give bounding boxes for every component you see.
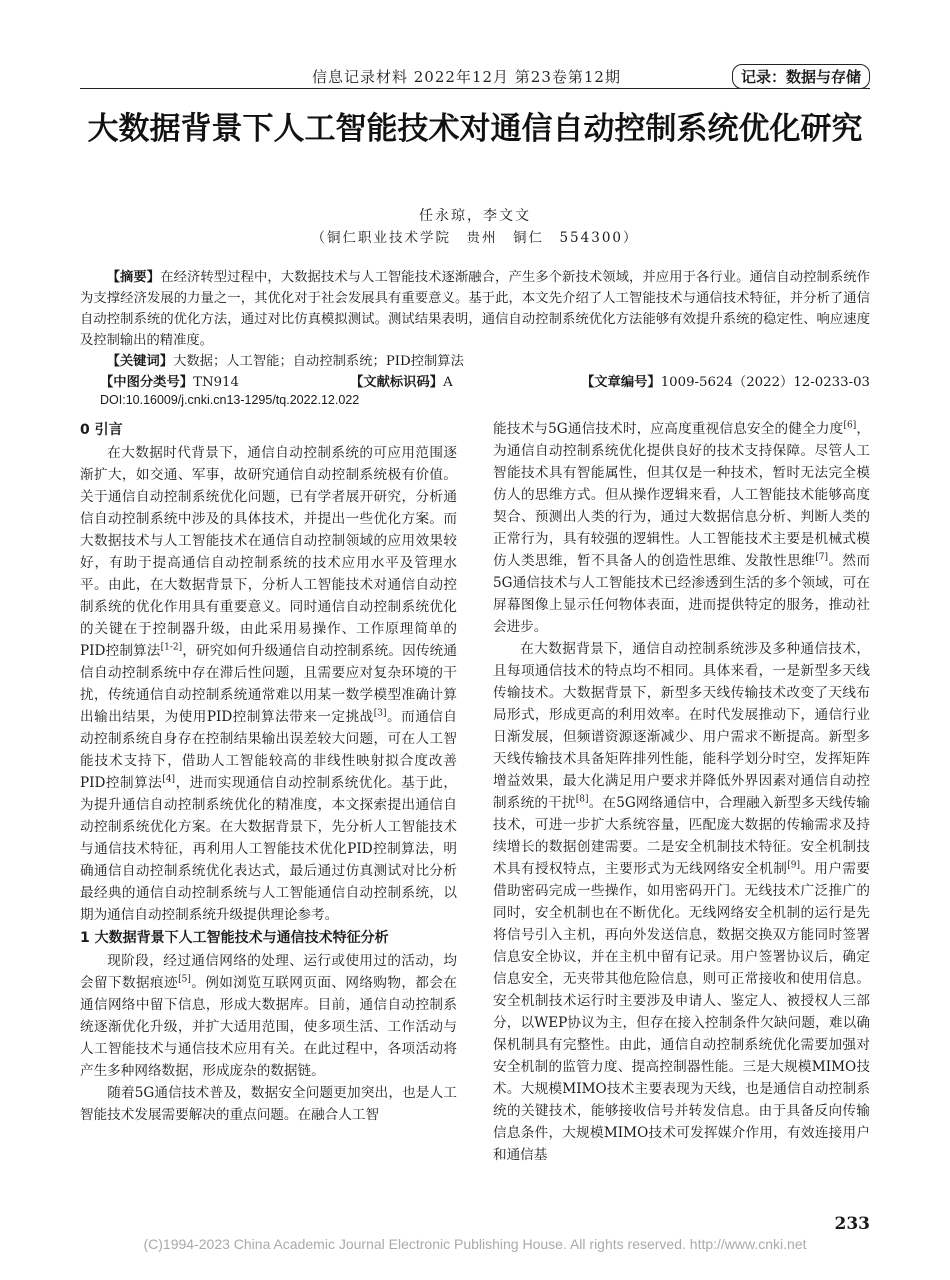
clc-value: TN914 — [193, 375, 239, 390]
section-tag: 记录：数据与存储 — [732, 64, 870, 89]
affiliation: （铜仁职业技术学院 贵州 铜仁 554300） — [311, 230, 639, 246]
citation: [7] — [815, 552, 828, 563]
right-paragraph-1 — [493, 418, 870, 638]
keywords-text: 大数据；人工智能；自动控制系统；PID控制算法 — [173, 354, 464, 369]
clc-code — [100, 371, 239, 390]
copyright-footer: (C)1994-2023 China Academic Journal Electronic Publishing House. All rights reserved. http://www.cnki.net — [143, 1236, 807, 1252]
right-column — [493, 418, 870, 1166]
keywords-label: 【关键词】 — [106, 354, 174, 369]
abstract-text: 在经济转型过程中，大数据技术与人工智能技术逐渐融合，产生多个新技术领域，并应用于各行业。通信自动控制系统作为支撑经济发展的力量之一，其优化对于社会发展具有重要意义。基于此，本文先介绍了人工智能技术与通信技术特征，并分析了通信自动控制系统的优化方法，通过对比仿真模拟测试。测试结果表明，通信自动控制系统优化方法能够有效提升系统的稳定性、响应速度及控制输出的精准度。 — [80, 270, 871, 348]
classification-row — [80, 371, 870, 392]
citation: [6] — [843, 420, 857, 431]
text-run: 。在5G网络通信中，合理融入新型多天线传输技术，可进一步扩大系统容量，匹配庞大数据的传输需求及持续增长的数据创建需要。二是安全机制技术特征。安全机制技术具有授权特点，主要形式为无线网络安全机制 — [493, 795, 871, 877]
header-rule — [80, 88, 870, 89]
clc-label: 【中图分类号】 — [100, 375, 194, 390]
text-run: ，研究如何升级通信自动控制系统。因传统通信自动控制系统中存在滞后性问题，且需要应对复杂环境的干扰，传统通信自动控制系统通常难以用某一数学模型准确计算出输出结果，为使用PID控制算法带来一定挑战 — [80, 643, 458, 725]
left-column — [80, 418, 457, 1126]
text-run: 在大数据背景下，通信自动控制系统涉及多种通信技术，且每项通信技术的特点均不相同。具体来看，一是新型多天线传输技术。大数据背景下，新型多天线传输技术改变了天线布局形式，形成更高的利用效率。在时代发展推动下，通信行业日渐发展，但频谱资源逐渐减少、用户需求不断提高。新型多天线传输技术具备矩阵排列性能，能科学划分时空，发挥矩阵增益效果，最大化满足用户要求并降低外界因素对通信自动控制系统的干扰 — [493, 641, 870, 811]
doc-code-value: A — [443, 375, 453, 390]
doc-code-label: 【文献标识码】 — [350, 375, 444, 390]
abstract — [80, 267, 870, 351]
text-run: ，为通信自动控制系统优化提供良好的技术支持保障。尽管人工智能技术具有智能属性，但其仅是一种技术，暂时无法完全模仿人的思维方式。但从操作逻辑来看，人工智能技术能够高度契合、预测出人类的行为，通过大数据信息分析、判断人类的正常行为，具有较强的逻辑性。人工智能技术主要是机械式模仿人类思维，暂不具备人的创造性思维、发散性思维 — [493, 421, 871, 569]
page-number: 233 — [834, 1214, 870, 1234]
keywords — [80, 351, 870, 372]
section-0-heading: 0 引言 — [80, 422, 123, 438]
text-run: 。例如浏览互联网页面、网络购物，都会在通信网络中留下信息，形成大数据库。目前，通信自动控制系统逐渐优化升级，并扩大适用范围，使多项生活、工作活动与人工智能技术与通信技术应用有关。在此过程中，各项活动将产生多种网络数据，形成庞杂的数据链。 — [80, 975, 458, 1079]
text-run: 。而通信自动控制系统自身存在控制结果输出误差较大问题，可在人工智能技术支持下，借助人工智能较高的非线性映射拟合度改善PID控制算法 — [80, 709, 457, 791]
section-1-paragraph-2: 随着5G通信技术普及，数据安全问题更加突出，也是人工智能技术发展需要解决的重点问题。在融合人工智 — [80, 1085, 457, 1123]
right-paragraph-2 — [493, 638, 870, 1166]
authors: 任永琼，李文文 — [419, 208, 531, 224]
text-run: 现阶段，经过通信网络的处理、运行或使用过的活动，均会留下数据痕迹 — [80, 953, 457, 991]
article-no-value: 1009-5624（2022）12-0233-03 — [660, 375, 870, 390]
citation: [3] — [373, 708, 387, 719]
text-run: 在大数据时代背景下，通信自动控制系统的可应用范围逐渐扩大，如交通、军事，故研究通信自动控制系统极有价值。关于通信自动控制系统优化问题，已有学者展开研究，分析通信自动控制系统中涉及的具体技术，并提出一些优化方案。而大数据技术与人工智能技术在通信自动控制领域的应用效果较好，有助于提高通信自动控制系统的技术应用水平及管理水平。由此，在大数据背景下，分析人工智能技术对通信自动控制系统的优化作用具有重要意义。同时通信自动控制系统优化的关键在于控制器升级，由此采用易操作、工作原理简单的PID控制算法 — [80, 445, 457, 659]
doc-code — [350, 371, 453, 390]
text-run: 。用户需要借助密码完成一些操作，如用密码开门。无线技术广泛推广的同时，安全机制也在不断优化。无线网络安全机制的运行是先将信号引入主机，再向外发送信息，数据交换双方能同时签署信息安全协议，并在主机中留有记录。用户签署协议后，确定信息安全，无夹带其他危险信息，则可正常接收和使用信息。安全机制技术运行时主要涉及申请人、鉴定人、被授权人三部分，以WEP协议为主，但存在接入控制条件欠缺问题，难以确保机制具有完整性。由此，通信自动控制系统优化需要加强对安全机制的监管力度、提高控制器性能。三是大规模MIMO技术。大规模MIMO技术主要表现为天线，也是通信自动控制系统的关键技术，能够接收信号并转发信息。由于具备反向传输信息条件，大规模MIMO技术可发挥媒介作用，有效连接用户和通信基 — [493, 861, 871, 1163]
text-run: ，进而实现通信自动控制系统优化。基于此，为提升通信自动控制系统优化的精准度，本文探索提出通信自动控制系统优化方案。在大数据背景下，先分析人工智能技术与通信技术特征，再利用人工智能技术优化PID控制算法，明确通信自动控制系统优化表达式，最后通过仿真测试对比分析最经典的通信自动控制系统与人工智能通信自动控制系统，以期为通信自动控制系统升级提供理论参考。 — [80, 775, 457, 923]
doi: DOI:10.16009/j.cnki.cn13-1295/tq.2022.12.022 — [100, 393, 360, 407]
citation: [5] — [178, 974, 191, 985]
section-0-paragraph — [80, 442, 457, 926]
citation: [8] — [575, 794, 589, 805]
text-run: 。然而5G通信技术与人工智能技术已经渗透到生活的多个领域，可在屏幕图像上显示任何物体表面，进而提供特定的服务，推动社会进步。 — [493, 553, 871, 635]
text-run: 能技术与5G通信技术时，应高度重视信息安全的健全力度 — [493, 421, 844, 437]
citation: [9] — [787, 860, 800, 871]
paper-title: 大数据背景下人工智能技术对通信自动控制系统优化研究 — [87, 111, 863, 147]
section-1-paragraph — [80, 950, 457, 1082]
citation: [1-2] — [160, 642, 183, 653]
article-no-label: 【文章编号】 — [580, 375, 661, 390]
abstract-block — [80, 267, 870, 372]
running-head — [0, 64, 950, 90]
citation: [4] — [162, 774, 176, 785]
journal-info: 信息记录材料 2022年12月 第23卷第12期 — [312, 68, 621, 86]
section-1-heading: 1 大数据背景下人工智能技术与通信技术特征分析 — [80, 930, 389, 946]
article-number — [581, 371, 870, 390]
abstract-label: 【摘要】 — [106, 270, 161, 285]
